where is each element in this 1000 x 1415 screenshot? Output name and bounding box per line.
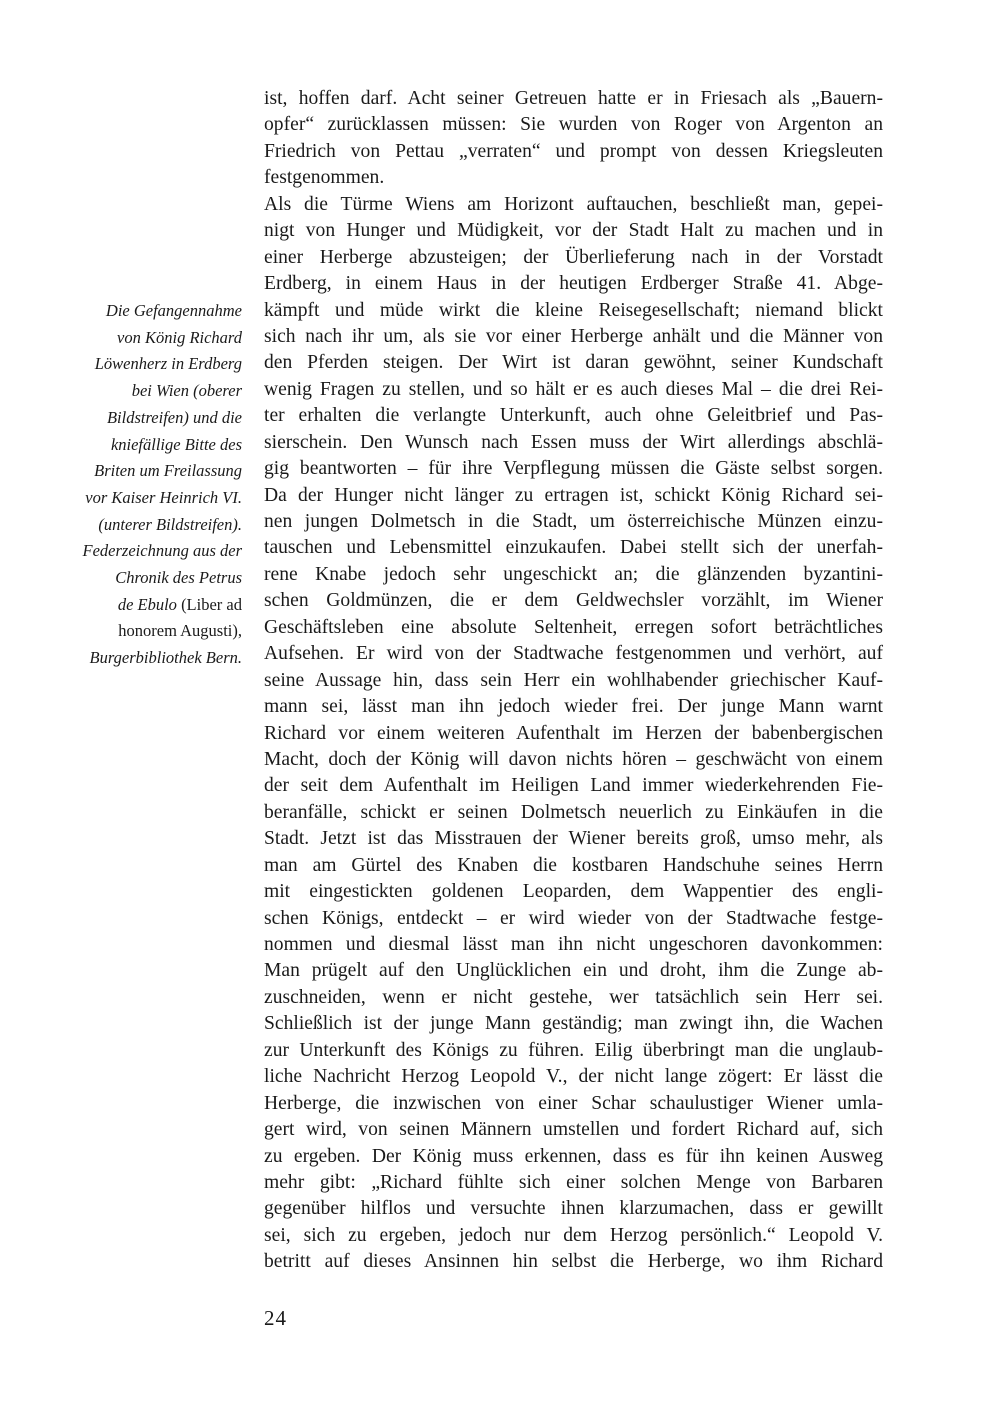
caption-line: Chronik des Petrus bbox=[115, 568, 242, 588]
text-line: zur Unterkunft des Königs zu führen. Eilig überbringt man die unglaub- bbox=[264, 1039, 883, 1061]
text-line: Geschäftsleben eine absolute Seltenheit, erregen sofort beträchtliches bbox=[264, 616, 883, 638]
text-line: den Pferden steigen. Der Wirt ist daran gewöhnt, seiner Kundschaft bbox=[264, 352, 883, 374]
text-line: sich nach ihr um, als sie vor einer Herberge anhält und die Männer von bbox=[264, 325, 883, 347]
text-line: Herberge, die inzwischen von einer Schar schaulustiger Wiener umla- bbox=[264, 1092, 883, 1114]
text-line: zu ergeben. Der König muss erkennen, dass es für ihn keinen Ausweg bbox=[264, 1145, 883, 1167]
text-line: Macht, doch der König will davon nichts hören – geschwächt von einem bbox=[264, 748, 883, 770]
caption-line: Bildstreifen) und die bbox=[106, 407, 242, 427]
text-line: Man prügelt auf den Unglücklichen ein und droht, ihm die Zunge ab- bbox=[264, 960, 883, 982]
caption-line: Burgerbibliothek Bern. bbox=[89, 648, 242, 668]
text-line: gert wird, von seinen Männern umstellen und fordert Richard auf, sich bbox=[264, 1119, 883, 1141]
text-line: Aufsehen. Er wird von der Stadtwache festgenommen und verhört, auf bbox=[264, 643, 883, 665]
text-line: sei, sich zu ergeben, jedoch nur dem Herzog persönlich.“ Leopold V. bbox=[264, 1224, 883, 1246]
text-line: einer Herberge abzusteigen; der Überlieferung nach in der Vorstadt bbox=[264, 246, 883, 268]
text-line: rene Knabe jedoch sehr ungeschickt an; die glänzenden byzantini- bbox=[264, 563, 883, 585]
text-line: man am Gürtel des Knaben die kostbaren Handschuhe seines Herrn bbox=[264, 854, 883, 876]
caption-line: (unterer Bildstreifen). bbox=[98, 514, 242, 534]
text-line: schen Königs, entdeckt – er wird wieder von der Stadtwache festge- bbox=[264, 907, 883, 929]
text-line: tauschen und Lebensmittel einzukaufen. Dabei stellt sich der unerfah- bbox=[264, 537, 883, 559]
text-line: beranfälle, schickt er seinen Dolmetsch neuerlich zu Einkäufen in die bbox=[264, 801, 883, 823]
text-line: Stadt. Jetzt ist das Misstrauen der Wiener bereits groß, umso mehr, als bbox=[264, 828, 883, 850]
caption-line: kniefällige Bitte des bbox=[110, 434, 242, 454]
text-line: festgenommen. bbox=[264, 167, 385, 189]
text-line: gig beantworten – für ihre Verpflegung müssen die Gäste selbst sorgen. bbox=[264, 458, 883, 480]
caption-line: Federzeichnung aus der bbox=[82, 541, 242, 561]
caption-line: honorem Augusti), bbox=[118, 621, 242, 641]
text-line: mehr gibt: „Richard fühlte sich einer solchen Menge von Barbaren bbox=[264, 1171, 883, 1193]
text-line: Da der Hunger nicht länger zu ertragen ist, schickt König Richard sei- bbox=[264, 484, 883, 506]
text-line: mann sei, lässt man ihn jedoch wieder frei. Der junge Mann warnt bbox=[264, 696, 883, 718]
caption-line: Briten um Freilassung bbox=[94, 461, 242, 481]
caption-line-plain-part: (Liber ad bbox=[176, 594, 242, 614]
text-line: mit eingestickten goldenen Leoparden, dem Wappentier des engli- bbox=[264, 881, 883, 903]
caption-line: bei Wien (oberer bbox=[131, 381, 242, 401]
text-line: opfer“ zurücklassen müssen: Sie wurden von Roger von Argenton an bbox=[264, 114, 883, 136]
caption-line bbox=[60, 592, 242, 619]
caption-line: von König Richard bbox=[117, 327, 242, 347]
image-caption-sidenote bbox=[60, 298, 242, 672]
text-line: sierschein. Den Wunsch nach Essen muss der Wirt allerdings abschlä- bbox=[264, 431, 883, 453]
text-line: ist, hoffen darf. Acht seiner Getreuen hatte er in Friesach als „Bauern- bbox=[264, 88, 883, 109]
text-line: der seit dem Aufenthalt im Heiligen Land immer wiederkehrenden Fie- bbox=[264, 775, 883, 797]
text-line: nen jungen Dolmetsch in die Stadt, um österreichische Münzen einzu- bbox=[264, 511, 883, 532]
text-line: schen Goldmünzen, die er dem Geldwechsler vorzählt, im Wiener bbox=[264, 590, 883, 612]
text-line: betritt auf dieses Ansinnen hin selbst die Herberge, wo ihm Richard bbox=[264, 1251, 883, 1273]
text-line: liche Nachricht Herzog Leopold V., der nicht lange zögert: Er lässt die bbox=[264, 1066, 883, 1088]
page-number: 24 bbox=[264, 1306, 287, 1330]
caption-line: Die Gefangennahme bbox=[105, 301, 242, 320]
main-text-column bbox=[264, 86, 883, 1276]
text-line: zuschneiden, wenn er nicht gestehe, wer tatsächlich sein Herr sei. bbox=[264, 986, 883, 1008]
text-line: kämpft und müde wirkt die kleine Reisegesellschaft; niemand blickt bbox=[264, 299, 883, 321]
text-line: gegenüber hilflos und versuchte ihnen klarzumachen, dass er gewillt bbox=[264, 1198, 883, 1220]
text-line: Schließlich ist der junge Mann geständig; man zwingt ihn, die Wachen bbox=[264, 1013, 883, 1035]
text-line: Richard vor einem weiteren Aufenthalt im Herzen der babenbergischen bbox=[264, 722, 883, 744]
caption-line: vor Kaiser Heinrich VI. bbox=[85, 487, 242, 507]
text-line: seine Aussage hin, dass sein Herr ein wohlhabender griechischer Kauf- bbox=[264, 669, 883, 691]
text-line: wenig Fragen zu stellen, und so hält er es auch dieses Mal – die drei Rei- bbox=[264, 378, 883, 400]
caption-line: Löwenherz in Erdberg bbox=[94, 354, 242, 374]
text-line: ter erhalten die verlangte Unterkunft, auch ohne Geleitbrief und Pas- bbox=[264, 405, 883, 427]
text-line: Erdberg, in einem Haus in der heutigen Erdberger Straße 41. Abge- bbox=[264, 273, 883, 295]
text-line: nommen und diesmal lässt man ihn nicht ungeschoren davonkommen: bbox=[264, 934, 883, 955]
text-line: Friedrich von Pettau „verraten“ und prompt von dessen Kriegsleuten bbox=[264, 140, 883, 162]
text-line: nigt von Hunger und Müdigkeit, vor der Stadt Halt zu machen und in bbox=[264, 220, 883, 242]
caption-line-italic-part: de Ebulo bbox=[117, 594, 177, 614]
text-line: Als die Türme Wiens am Horizont auftauchen, beschließt man, gepei- bbox=[264, 193, 883, 215]
